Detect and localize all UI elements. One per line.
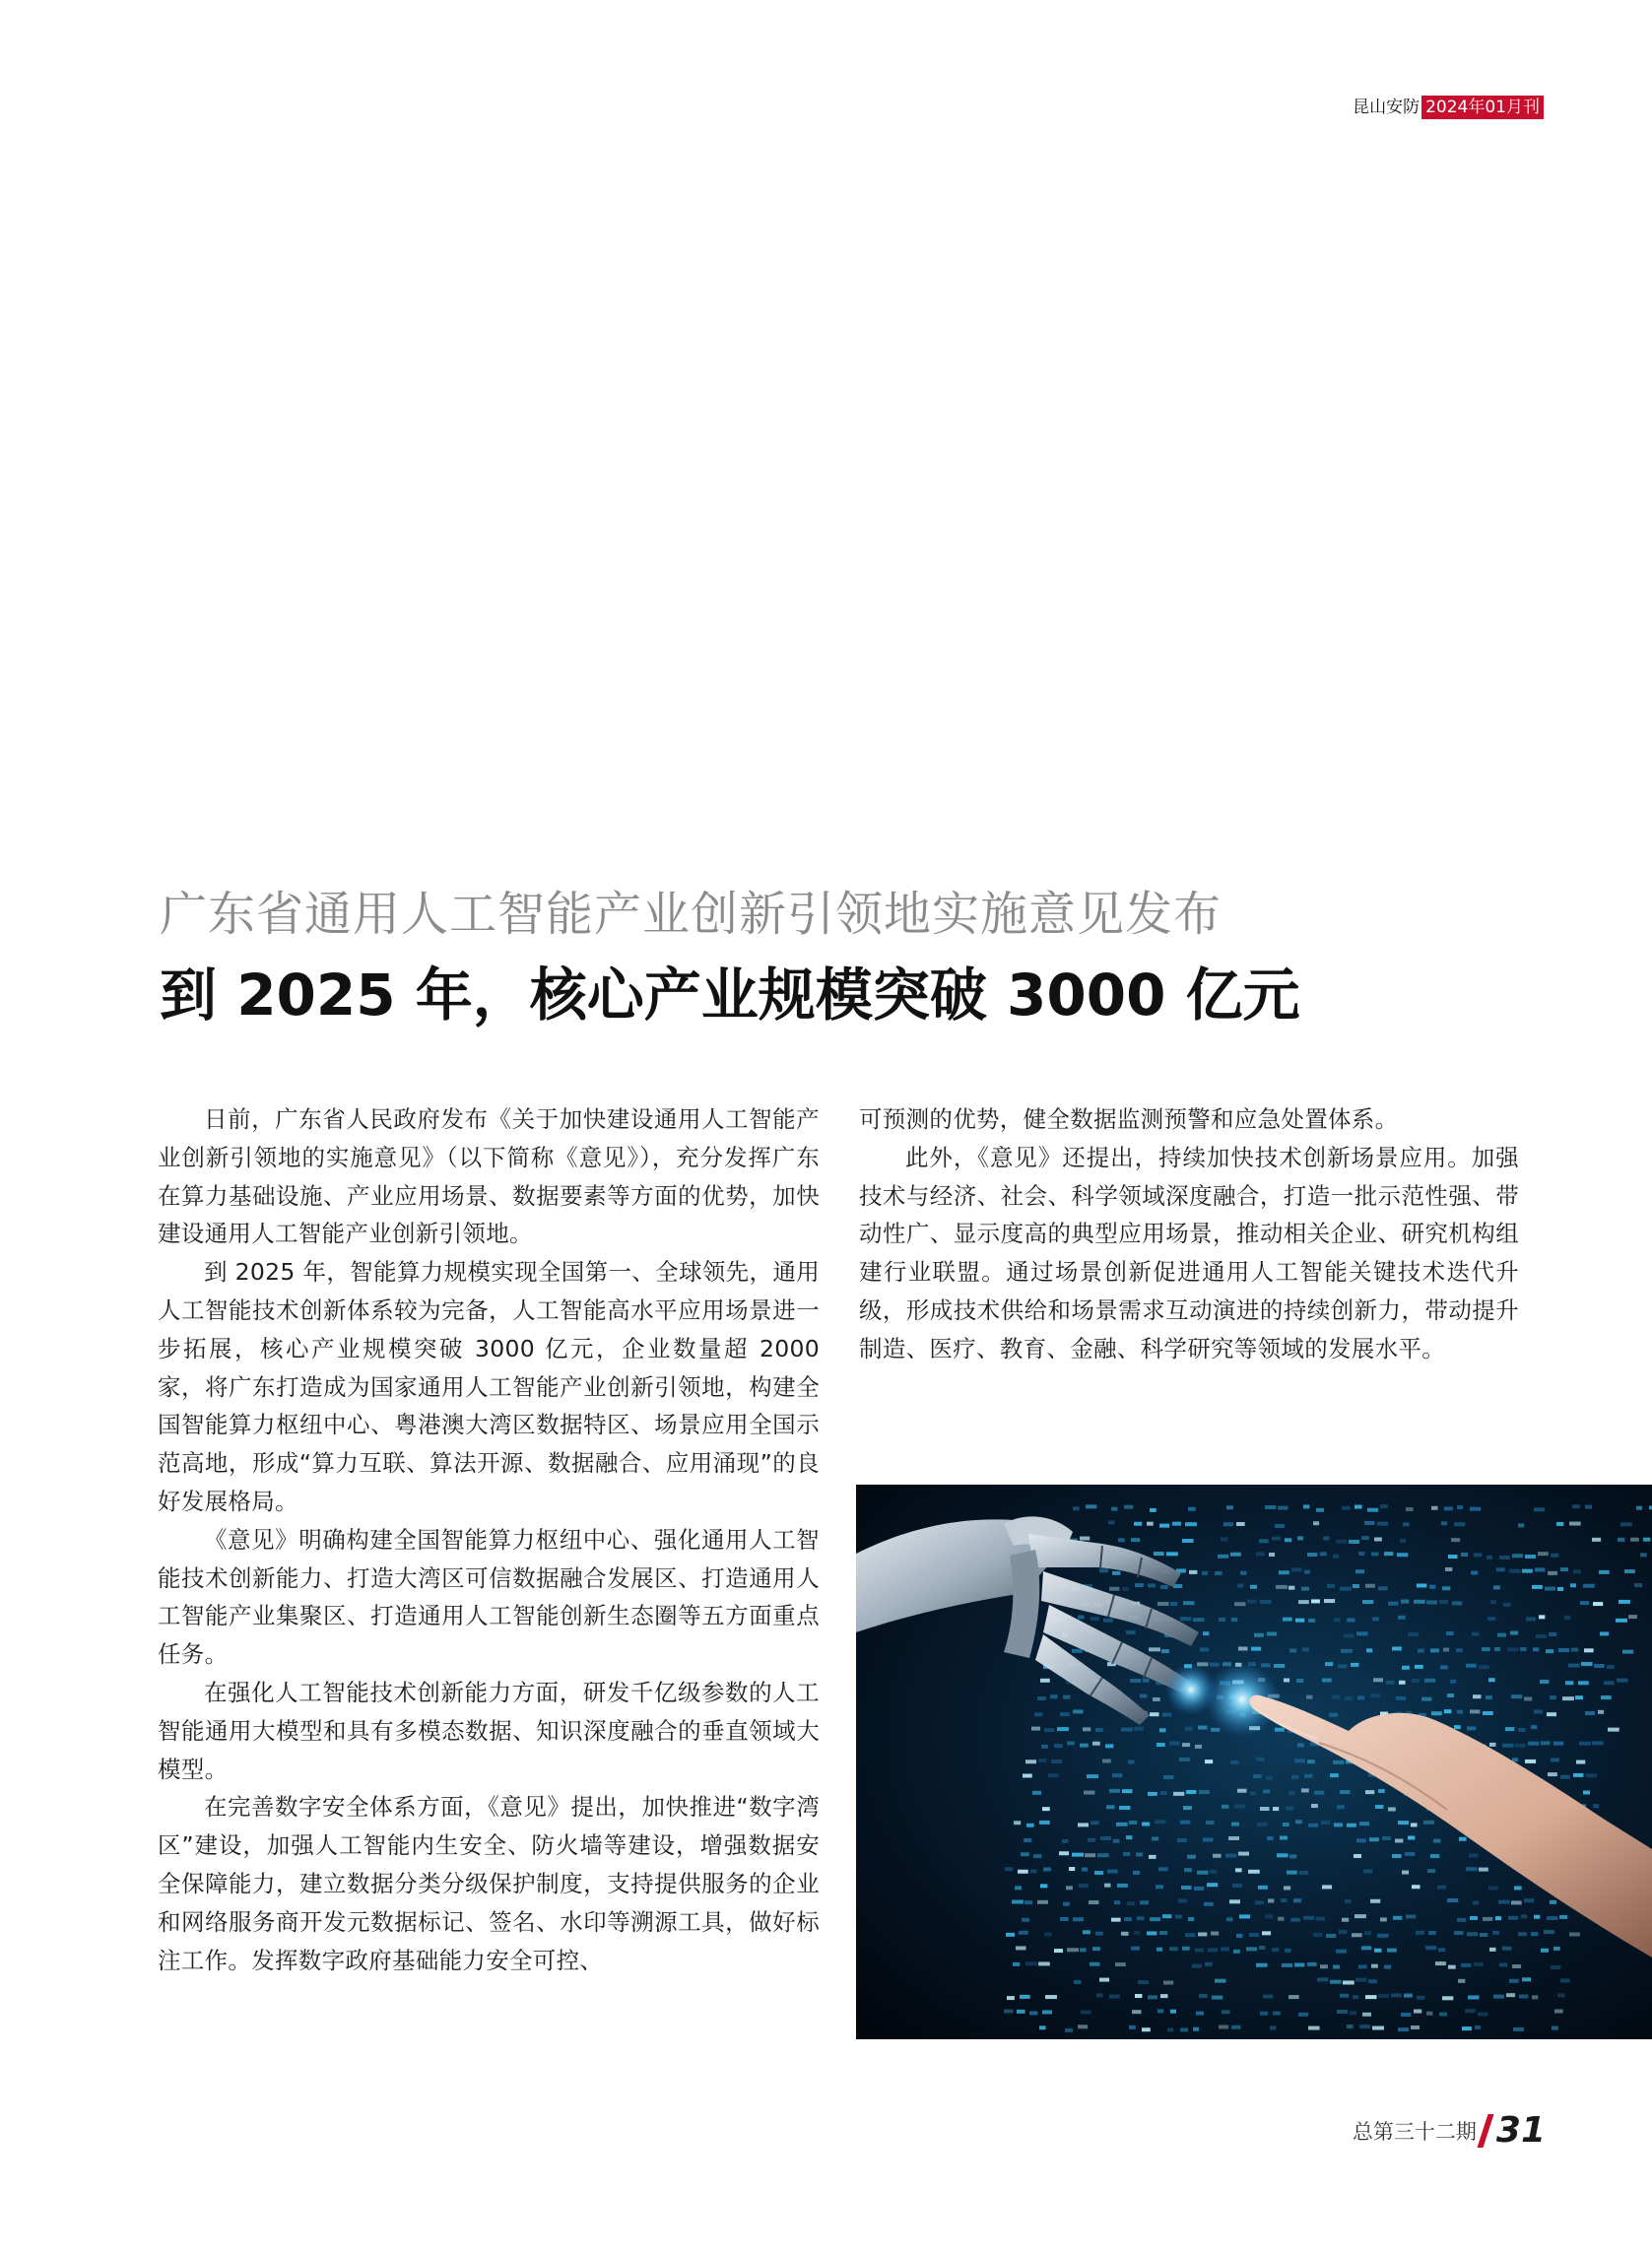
article-paragraph: 日前，广东省人民政府发布《关于加快建设通用人工智能产业创新引领地的实施意见》（以下简称《意见》），充分发挥广东在算力基础设施、产业应用场景、数据要素等方面的优势，加快建设通用人工智能产业创新引领地。 <box>158 1105 820 1248</box>
ai-robot-hand-illustration <box>856 1485 1652 2039</box>
article-column-left <box>158 1100 820 1979</box>
issue-total-label: 总第三十二期 <box>1352 2119 1477 2144</box>
magazine-name: 昆山安防 <box>1353 98 1421 117</box>
article-paragraph-continued: 可预测的优势，健全数据监测预警和应急处置体系。 <box>859 1105 1399 1133</box>
red-slash-decoration <box>1477 2114 1493 2148</box>
article-subtitle: 广东省通用人工智能产业创新引领地实施意见发布 <box>160 887 1222 942</box>
article-paragraph: 《意见》明确构建全国智能算力枢纽中心、强化通用人工智能技术创新能力、打造大湾区可信数据融合发展区、打造通用人工智能产业集聚区、打造通用人工智能创新生态圈等五方面重点任务。 <box>158 1525 820 1669</box>
article-title: 到 2025 年，核心产业规模突破 3000 亿元 <box>160 962 1300 1029</box>
article-column-right <box>859 1100 1519 1368</box>
page-footer <box>1353 2110 1546 2151</box>
magazine-issue-badge: 2024年01月刊 <box>1421 96 1544 119</box>
article-paragraph: 到 2025 年，智能算力规模实现全国第一、全球领先，通用人工智能技术创新体系较为完备，人工智能高水平应用场景进一步拓展，核心产业规模突破 3000 亿元，企业数量超 2000 家，将广东打造成为国家通用人工智能产业创新引领地，构建全国智能算力枢纽中心、粤港澳大湾区数据特区、场景应用全国示范高地，形成“算力互联、算法开源、数据融合、应用涌现”的良好发展格局。 <box>158 1258 820 1515</box>
article-paragraph: 此外，《意见》还提出，持续加快技术创新场景应用。加强技术与经济、社会、科学领域深度融合，打造一批示范性强、带动性广、显示度高的典型应用场景，推动相关企业、研究机构组建行业联盟。通过场景创新促进通用人工智能关键技术迭代升级，形成技术供给和场景需求互动演进的持续创新力，带动提升制造、医疗、教育、金融、科学研究等领域的发展水平。 <box>859 1143 1519 1362</box>
page-number: 31 <box>1495 2110 1546 2151</box>
article-paragraph: 在完善数字安全体系方面，《意见》提出，加快推进“数字湾区”建设，加强人工智能内生安全、防火墙等建设，增强数据安全保障能力，建立数据分类分级保护制度，支持提供服务的企业和网络服务商开发元数据标记、签名、水印等溯源工具，做好标注工作。发挥数字政府基础能力安全可控、 <box>158 1793 820 1974</box>
magazine-header-tag <box>1353 96 1544 119</box>
article-paragraph: 在强化人工智能技术创新能力方面，研发千亿级参数的人工智能通用大模型和具有多模态数据、知识深度融合的垂直领域大模型。 <box>158 1678 820 1783</box>
